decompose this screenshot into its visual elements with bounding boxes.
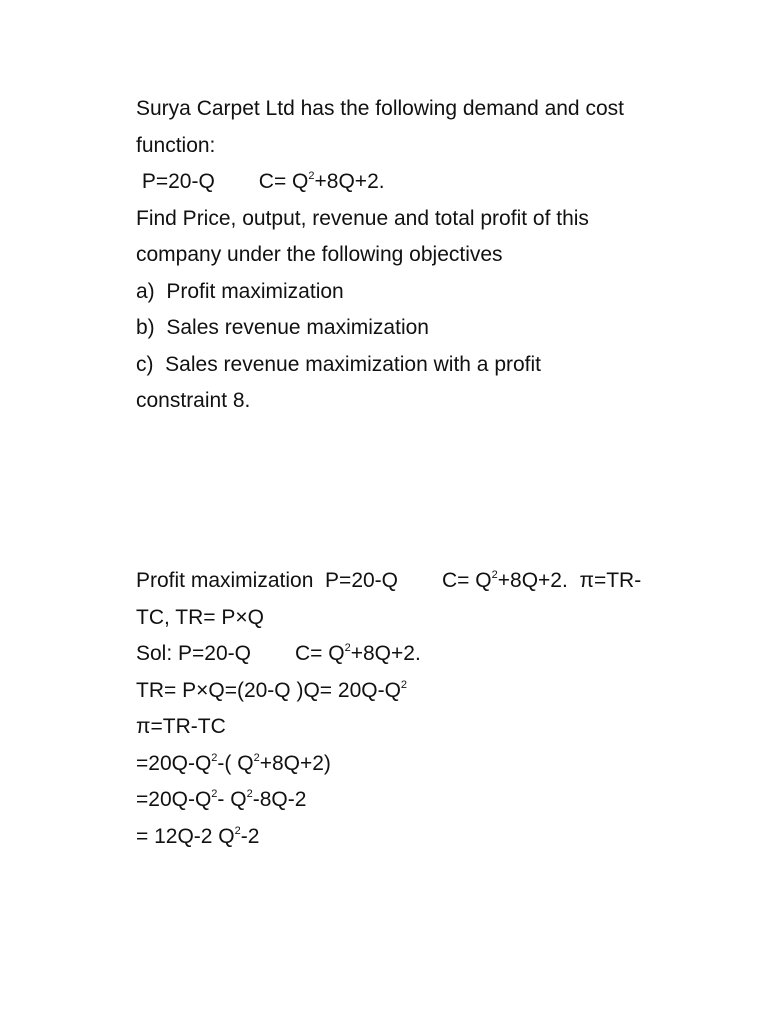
solution-section — [136, 563, 696, 855]
sol-prefix: Sol: P=20-Q — [136, 642, 251, 665]
exponent: 2 — [308, 170, 315, 182]
exponent: 2 — [211, 751, 218, 764]
expression-part: +8Q+2) — [259, 751, 331, 775]
exponent: 2 — [400, 678, 408, 691]
expression-part: - Q — [217, 788, 247, 811]
profit-step-2 — [136, 782, 696, 819]
exponent: 2 — [246, 788, 253, 800]
objective-b: b) Sales revenue maximization — [136, 316, 429, 339]
demand-function: P=20-Q — [136, 170, 215, 193]
profit-step-3 — [136, 819, 696, 856]
cost-function-prefix: C= Q — [258, 170, 309, 193]
problem-line: function: — [136, 133, 216, 157]
exponent: 2 — [344, 642, 351, 654]
cost-function-suffix: +8Q+2. — [314, 170, 385, 193]
exponent: 2 — [253, 751, 260, 764]
profit-definition-line: π=TR-TC — [136, 715, 226, 738]
solution-heading — [136, 563, 696, 600]
expression-part: -2 — [240, 824, 260, 848]
expression-part: -( Q — [217, 751, 254, 775]
problem-statement — [136, 91, 696, 420]
exponent: 2 — [491, 569, 498, 581]
cost-function-suffix: +8Q+2. — [350, 642, 421, 665]
cost-function-prefix: C= Q — [294, 642, 345, 665]
cost-function-prefix: C= Q — [442, 569, 492, 592]
objective-c: c) Sales revenue maximization with a profit — [136, 352, 541, 376]
profit-step-1 — [136, 746, 696, 783]
objective-a: a) Profit maximization — [136, 279, 344, 303]
heading-prefix: Profit maximization P=20-Q — [136, 569, 399, 592]
problem-line: company under the following objectives — [136, 243, 503, 266]
demand-cost-functions — [136, 164, 696, 201]
objective-c-continued: constraint 8. — [136, 389, 251, 412]
exponent: 2 — [234, 824, 241, 837]
expression-part: = 12Q-2 Q — [136, 824, 235, 848]
total-revenue-line — [136, 673, 696, 710]
cost-function-suffix: +8Q+2. π=TR- — [497, 569, 642, 592]
exponent: 2 — [211, 788, 218, 800]
problem-line: Find Price, output, revenue and total profit of this — [136, 206, 589, 230]
expression-part: -8Q-2 — [252, 788, 307, 811]
tr-expression: TR= P×Q=(20-Q )Q= 20Q-Q — [136, 678, 401, 702]
expression-part: =20Q-Q — [136, 788, 212, 811]
problem-line: Surya Carpet Ltd has the following demand and cost — [136, 97, 624, 120]
expression-part: =20Q-Q — [136, 751, 212, 775]
solution-given-line — [136, 636, 696, 673]
solution-heading-continued: TC, TR= P×Q — [136, 605, 264, 629]
